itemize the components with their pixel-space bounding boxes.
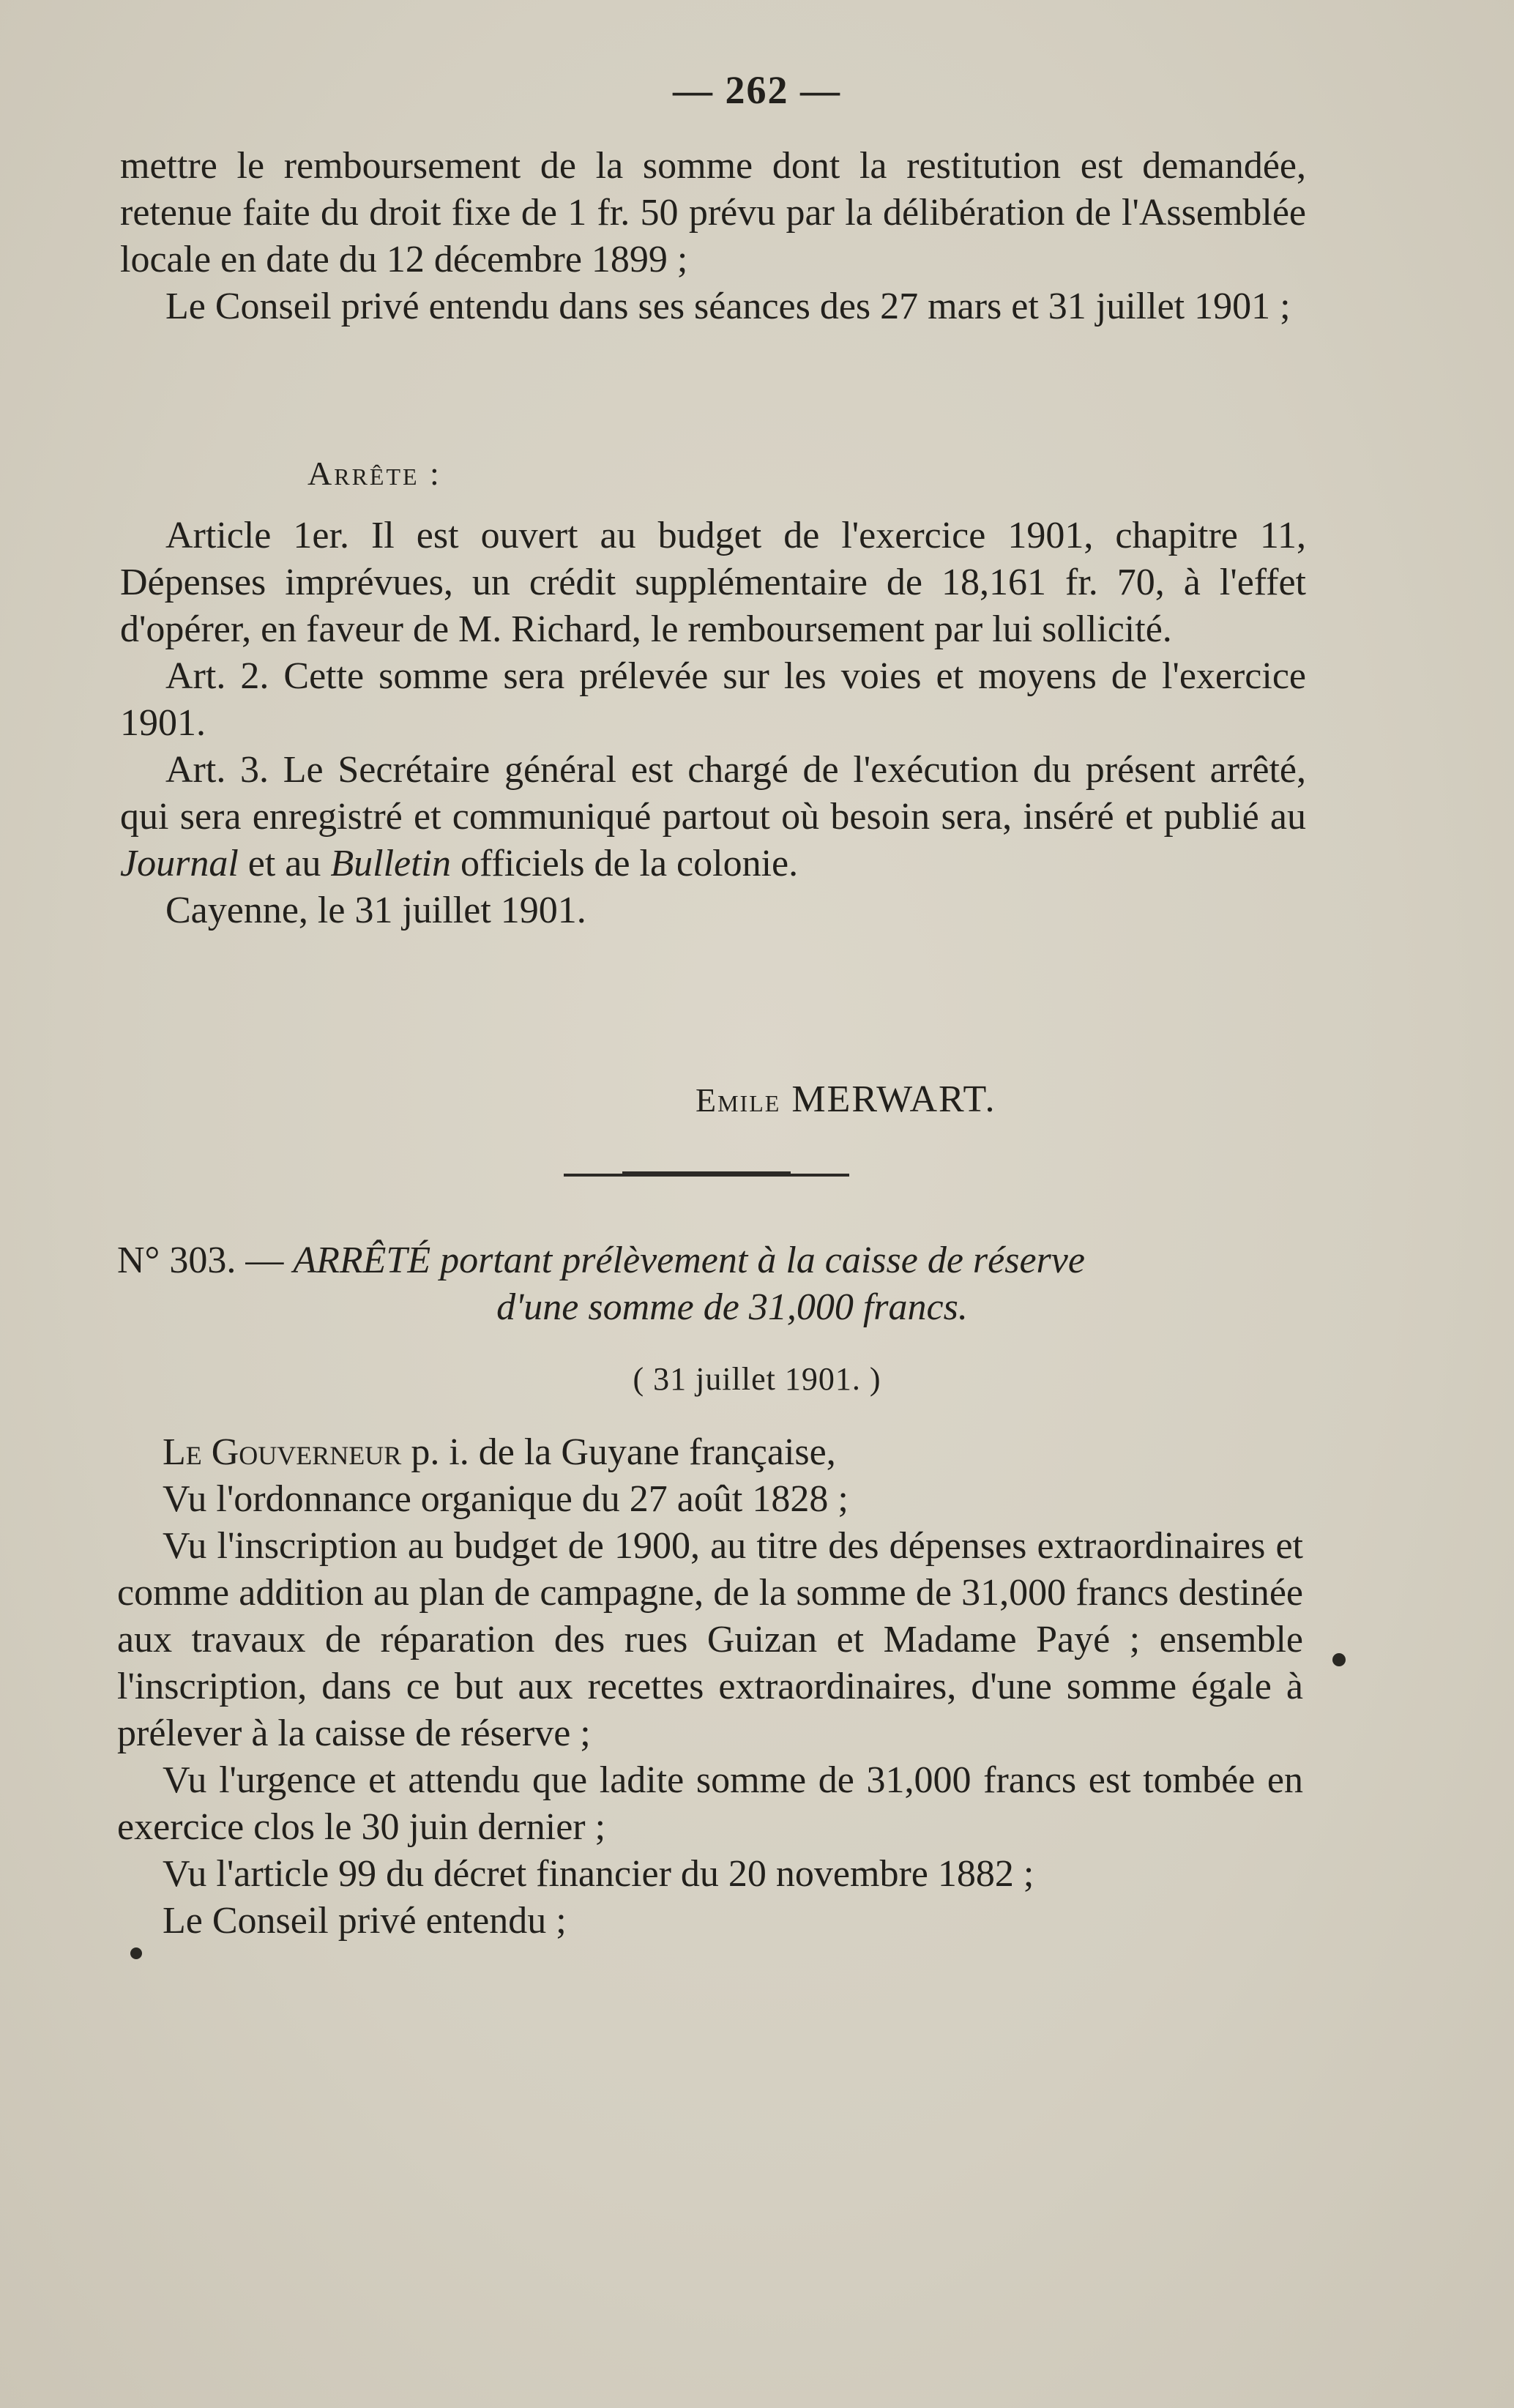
- article-3-text-c: officiels de la colonie.: [451, 843, 799, 884]
- conseil-line: Le Conseil privé entendu ;: [163, 1900, 567, 1942]
- decision2-title: [117, 1237, 1303, 1331]
- paragraph: mettre le remboursement de la somme dont la restitution est demandée, retenue faite du droit fixe de 1 fr. 50 prévu par la délibération de l'Assemblée locale en date du 12 décembre 1899 ;: [120, 145, 1306, 280]
- page-number: — 262 —: [673, 68, 841, 112]
- decision2-date: ( 31 juillet 1901. ): [633, 1361, 881, 1397]
- vu-2: Vu l'inscription au budget de 1900, au titre des dépenses extraordinaires et comme addition au plan de campagne, de la somme de 31,000 francs destinée aux travaux de réparation des rues Guizan et Madame Payé ; ensemble l'inscription, dans ce but aux recettes extraordinaires, d'une somme égale à prélever à la caisse de réserve ;: [117, 1525, 1303, 1754]
- place-date: Cayenne, le 31 juillet 1901.: [165, 890, 586, 931]
- article-3-text-b: et au: [238, 843, 331, 884]
- decision1-preamble: [120, 143, 1306, 330]
- article-3: [120, 747, 1306, 887]
- ink-spot-decoration: [130, 1947, 142, 1959]
- bulletin-title: Bulletin: [330, 843, 452, 884]
- journal-title: Journal: [120, 843, 239, 884]
- vu-3: Vu l'urgence et attendu que ladite somme de 31,000 francs est tombée en exercice clos le 30 juin dernier ;: [117, 1759, 1303, 1848]
- arrete-heading: Arrête :: [307, 455, 441, 492]
- gouverneur-line: [117, 1429, 1303, 1476]
- title-line-2: d'une somme de 31,000 francs.: [496, 1286, 968, 1328]
- paragraph: Le Conseil privé entendu dans ses séances des 27 mars et 31 juillet 1901 ;: [165, 286, 1291, 327]
- ink-spot-decoration: [1332, 1653, 1346, 1666]
- article-1: Article 1er. Il est ouvert au budget de l'exercice 1901, chapitre 11, Dépenses imprévues, un crédit supplémentaire de 18,161 fr. 70, à l'effet d'opérer, en faveur de M. Richard, le remboursement par lui sollicité.: [120, 515, 1306, 650]
- section-divider-center: [622, 1171, 791, 1176]
- signature: [696, 1078, 996, 1121]
- vu-4: Vu l'article 99 du décret financier du 20 novembre 1882 ;: [163, 1853, 1034, 1895]
- gouverneur-rest: p. i. de la Guyane française,: [401, 1431, 836, 1473]
- article-2: Art. 2. Cette somme sera prélevée sur les voies et moyens de l'exercice 1901.: [120, 655, 1306, 744]
- decision1-articles: [120, 512, 1306, 934]
- decision-number: N° 303. —: [117, 1240, 284, 1281]
- gouverneur-title: Le Gouverneur: [163, 1431, 402, 1473]
- signature-last-name: MERWART.: [791, 1078, 996, 1120]
- article-3-text-a: Art. 3. Le Secrétaire général est chargé de l'exécution du présent arrêté, qui sera enregistré et communiqué partout où besoin sera, inséré et publié au: [120, 749, 1306, 838]
- decision2-body: [117, 1429, 1303, 1945]
- title-line-1: ARRÊTÉ portant prélèvement à la caisse de réserve: [293, 1240, 1085, 1281]
- vu-1: Vu l'ordonnance organique du 27 août 1828 ;: [163, 1478, 849, 1520]
- signature-first-name: Emile: [696, 1081, 781, 1119]
